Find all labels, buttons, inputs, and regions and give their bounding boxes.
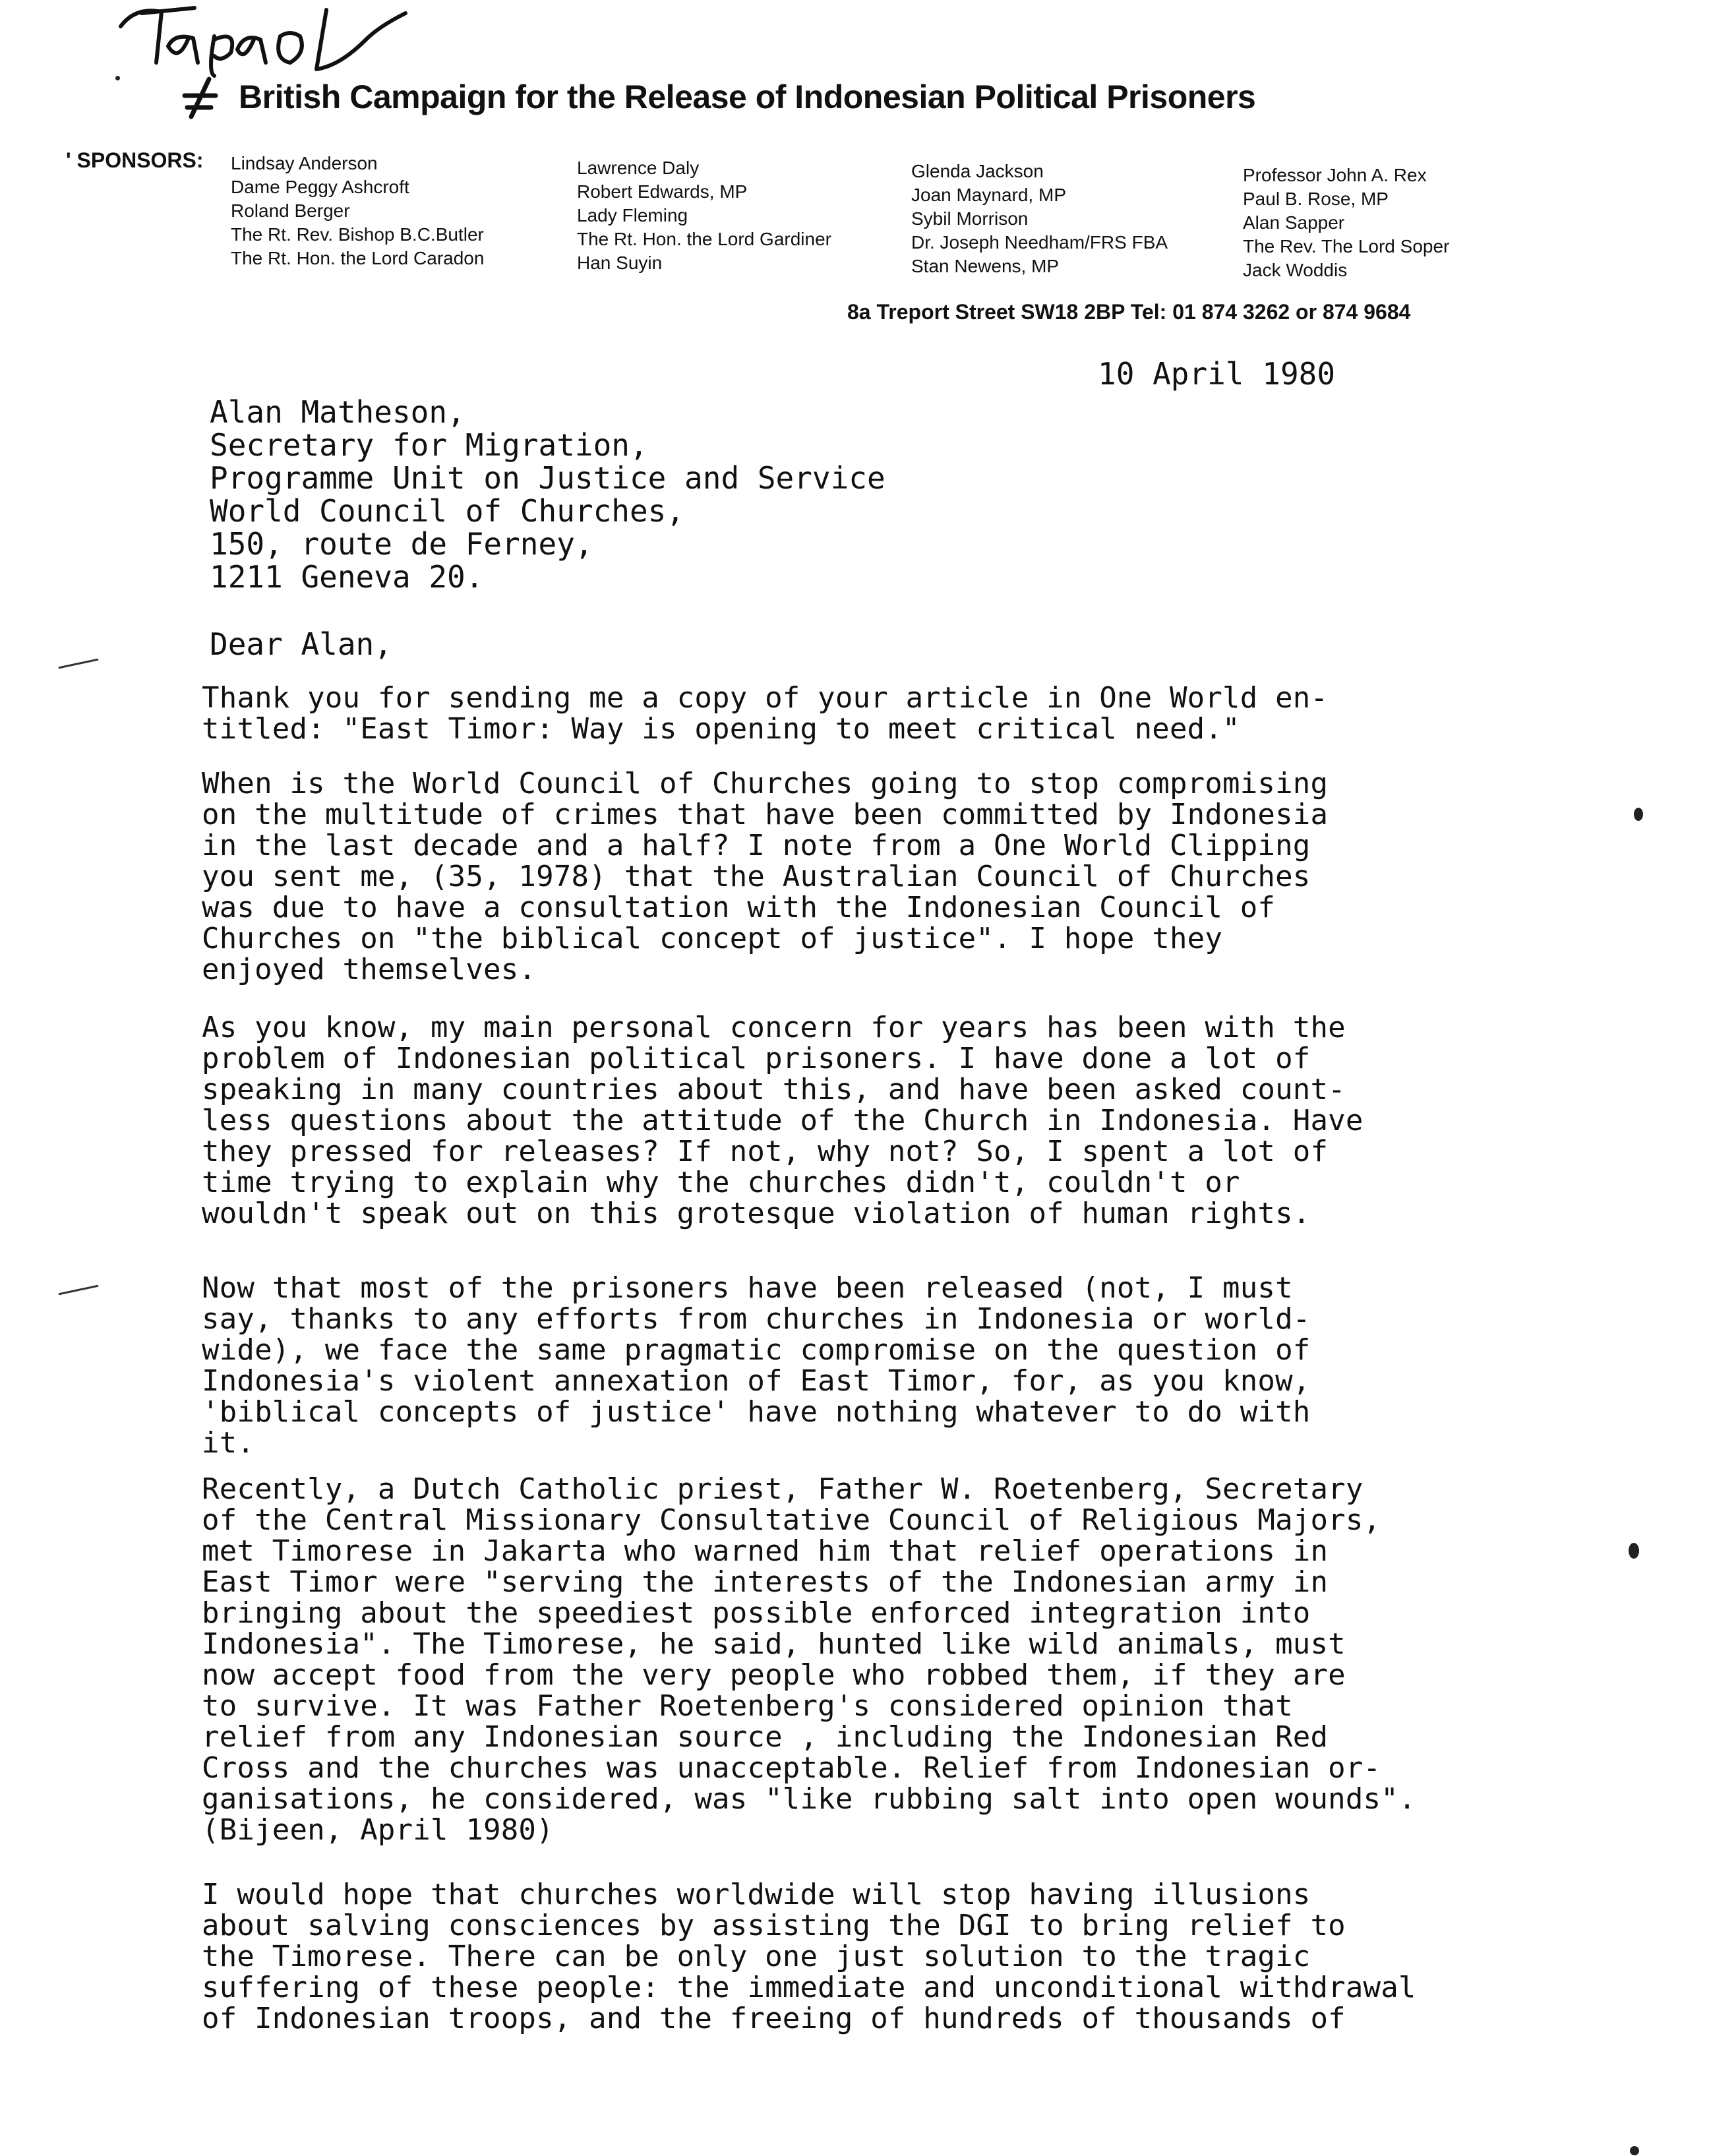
scan-speck <box>115 76 120 80</box>
body-paragraph: When is the World Council of Churches going to stop compromising on the multitude of crimes that have been committed by Indonesia in the last decade and a half? I note from a One World Clipping you sent me, (35, 1978) that the Australian Council of Churches was due to have a consultation with the Indonesian Council of Churches on "the biblical concept of justice". I hope they enjoyed themselves. <box>202 767 1329 986</box>
sponsor-name: Lindsay Anderson <box>231 153 378 173</box>
sponsor-name: Alan Sapper <box>1243 212 1345 233</box>
tapol-logo <box>115 0 419 79</box>
sponsor-name: Jack Woddis <box>1243 260 1348 280</box>
margin-mark <box>58 1285 98 1296</box>
sponsor-name: Roland Berger <box>231 200 350 221</box>
sponsors-column-3 <box>911 160 1168 278</box>
sponsor-name: Lady Fleming <box>577 205 688 225</box>
logo-mark-icon <box>179 76 225 122</box>
sponsor-name: The Rt. Rev. Bishop B.C.Butler <box>231 224 484 245</box>
scan-speck <box>1634 808 1643 821</box>
sponsor-name: Stan Newens, MP <box>911 256 1060 276</box>
sponsor-name: Professor John A. Rex <box>1243 165 1427 185</box>
organisation-title: British Campaign for the Release of Indonesian Political Prisoners <box>239 78 1256 115</box>
sponsor-name: Dame Peggy Ashcroft <box>231 177 409 197</box>
sponsor-name: Paul B. Rose, MP <box>1243 189 1389 209</box>
letterhead-address: 8a Treport Street SW18 2BP Tel: 01 874 3262 or 874 9684 <box>847 300 1411 324</box>
salutation: Dear Alan, <box>210 626 392 662</box>
sponsors-column-2 <box>577 156 831 275</box>
body-paragraph: Recently, a Dutch Catholic priest, Father W. Roetenberg, Secretary of the Central Missionary Consultative Council of Religious Majors, met Timorese in Jakarta who warned him that relief operations in East Timor were "serving the interests of the Indonesian army in bringing about the speediest possible enforced integration into Indonesia". The Timorese, he said, hunted like wild animals, must now accept food from the very people who robbed them, if they are to survive. It was Father Roetenberg's considered opinion that relief from any Indonesian source , including the Indonesian Red Cross and the churches was unacceptable. Relief from Indonesian or- ganisations, he considered, was "like rubbing salt into open wounds". (Bijeen, April 1980) <box>202 1472 1416 1847</box>
sponsors-column-1 <box>231 152 484 270</box>
scan-speck <box>1630 2146 1639 2155</box>
sponsor-name: The Rt. Hon. the Lord Caradon <box>231 248 485 268</box>
sponsor-name: Han Suyin <box>577 253 663 273</box>
sponsor-name: Sybil Morrison <box>911 208 1029 229</box>
margin-mark <box>58 659 98 669</box>
body-paragraph: Thank you for sending me a copy of your article in One World en- titled: "East Timor: Way is opening to meet critical need." <box>202 681 1329 746</box>
sponsor-name: The Rev. The Lord Soper <box>1243 236 1450 256</box>
sponsor-name: Glenda Jackson <box>911 161 1044 181</box>
sponsor-name: Dr. Joseph Needham/FRS FBA <box>911 232 1168 253</box>
letter-date: 10 April 1980 <box>1098 356 1336 392</box>
sponsor-name: Robert Edwards, MP <box>577 181 748 202</box>
body-paragraph: Now that most of the prisoners have been released (not, I must say, thanks to any efforts from churches in Indonesia or world- wide), we face the same pragmatic compromise on the question of Indonesia's violent annexation of East Timor, for, as you know, 'biblical concepts of justice' have nothing whatever to do with it. <box>202 1271 1311 1460</box>
sponsor-name: Joan Maynard, MP <box>911 185 1066 205</box>
body-paragraph: As you know, my main personal concern for years has been with the problem of Indonesian political prisoners. I have done a lot of speaking in many countries about this, and have been asked count- less questions about the attitude of the Church in Indonesia. Have they pressed for releases? If not, why not? So, I spent a lot of time trying to explain why the churches didn't, couldn't or wouldn't speak out on this grotesque violation of human rights. <box>202 1011 1364 1230</box>
recipient-address: Alan Matheson, Secretary for Migration, Programme Unit on Justice and Service World Council of Churches, 150, route de Ferney, 1211 Geneva 20. <box>210 394 885 595</box>
scan-speck <box>1629 1543 1639 1559</box>
sponsors-column-4 <box>1243 164 1449 282</box>
body-paragraph: I would hope that churches worldwide will stop having illusions about salving consciences by assisting the DGI to bring relief to the Timorese. There can be only one just solution to the tragic suffering of these people: the immediate and unconditional withdrawal of Indonesian troops, and the freeing of hundreds of thousands of <box>202 1878 1416 2035</box>
sponsor-name: The Rt. Hon. the Lord Gardiner <box>577 229 831 249</box>
sponsor-name: Lawrence Daly <box>577 158 700 178</box>
sponsors-label: ' SPONSORS: <box>66 148 204 172</box>
